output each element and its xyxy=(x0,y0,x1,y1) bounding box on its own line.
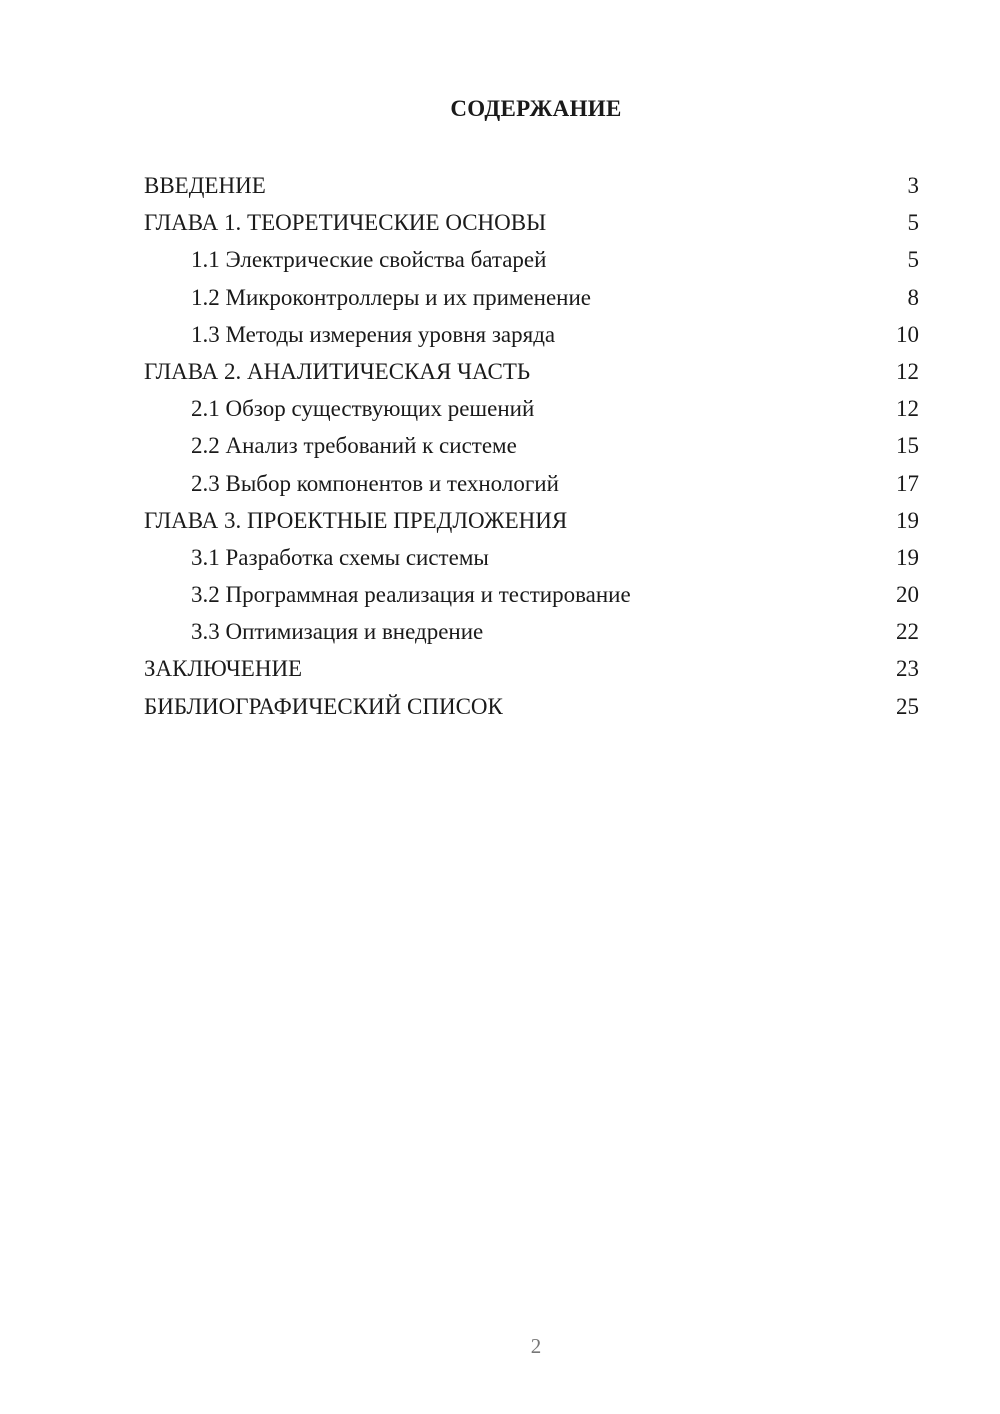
toc-entry-page: 8 xyxy=(907,284,919,310)
toc-entry-label: 3.2 Программная реализация и тестирование xyxy=(191,582,631,608)
toc-entry-label: 1.2 Микроконтроллеры и их применение xyxy=(191,284,591,310)
page-number: 2 xyxy=(530,1334,542,1358)
toc-entry-section-1-2 xyxy=(144,279,919,316)
toc-entry-section-2-2 xyxy=(144,427,919,464)
toc-entry-section-3-3 xyxy=(144,613,919,650)
toc-entry-conclusion xyxy=(144,650,919,687)
toc-entry-section-1-1 xyxy=(144,241,919,278)
toc-entry-label: 1.3 Методы измерения уровня заряда xyxy=(191,321,556,347)
toc-entry-chapter-2 xyxy=(144,353,919,390)
toc-entry-bibliography xyxy=(144,688,919,725)
page-title: СОДЕРЖАНИЕ xyxy=(450,96,622,121)
toc-entry-chapter-1 xyxy=(144,204,919,241)
toc-entry-label: ВВЕДЕНИЕ xyxy=(144,173,266,198)
toc-entry-label: ГЛАВА 3. ПРОЕКТНЫЕ ПРЕДЛОЖЕНИЯ xyxy=(144,507,568,533)
toc-entry-page: 12 xyxy=(896,396,919,422)
toc-entry-label: ЗАКЛЮЧЕНИЕ xyxy=(144,656,303,682)
toc-entry-label: 1.1 Электрические свойства батарей xyxy=(191,247,547,273)
toc-entry-section-1-3 xyxy=(144,316,919,353)
toc-entry-label: 2.3 Выбор компонентов и технологий xyxy=(191,470,559,496)
toc-entry-chapter-3 xyxy=(144,502,919,539)
toc-entry-label: ГЛАВА 1. ТЕОРЕТИЧЕСКИЕ ОСНОВЫ xyxy=(144,210,547,236)
toc-entry-page: 23 xyxy=(896,656,919,682)
toc-entry-page: 19 xyxy=(896,507,919,533)
toc-entry-page: 25 xyxy=(896,693,919,719)
toc-entry-page: 5 xyxy=(907,210,919,236)
toc-entry-page: 22 xyxy=(896,619,919,645)
toc-entry-introduction xyxy=(144,167,919,204)
toc-entry-section-2-3 xyxy=(144,465,919,502)
toc-entry-page: 10 xyxy=(896,321,919,347)
toc-entry-page: 17 xyxy=(896,470,919,496)
toc-entry-section-3-2 xyxy=(144,576,919,613)
toc-entry-label: ГЛАВА 2. АНАЛИТИЧЕСКАЯ ЧАСТЬ xyxy=(144,358,531,384)
toc-entry-page: 3 xyxy=(907,173,919,198)
toc-entry-label: 2.1 Обзор существующих решений xyxy=(191,396,535,422)
toc-entry-label: 2.2 Анализ требований к системе xyxy=(191,433,517,459)
table-of-contents xyxy=(144,167,919,725)
toc-entry-page: 15 xyxy=(896,433,919,459)
toc-entry-page: 20 xyxy=(896,582,919,608)
toc-entry-page: 5 xyxy=(907,247,919,273)
toc-entry-page: 12 xyxy=(896,358,919,384)
toc-entry-section-3-1 xyxy=(144,539,919,576)
toc-entry-label: 3.3 Оптимизация и внедрение xyxy=(191,619,484,645)
toc-entry-label: БИБЛИОГРАФИЧЕСКИЙ СПИСОК xyxy=(144,693,503,719)
toc-entry-page: 19 xyxy=(896,544,919,570)
toc-entry-label: 3.1 Разработка схемы системы xyxy=(191,544,489,570)
toc-entry-section-2-1 xyxy=(144,390,919,427)
